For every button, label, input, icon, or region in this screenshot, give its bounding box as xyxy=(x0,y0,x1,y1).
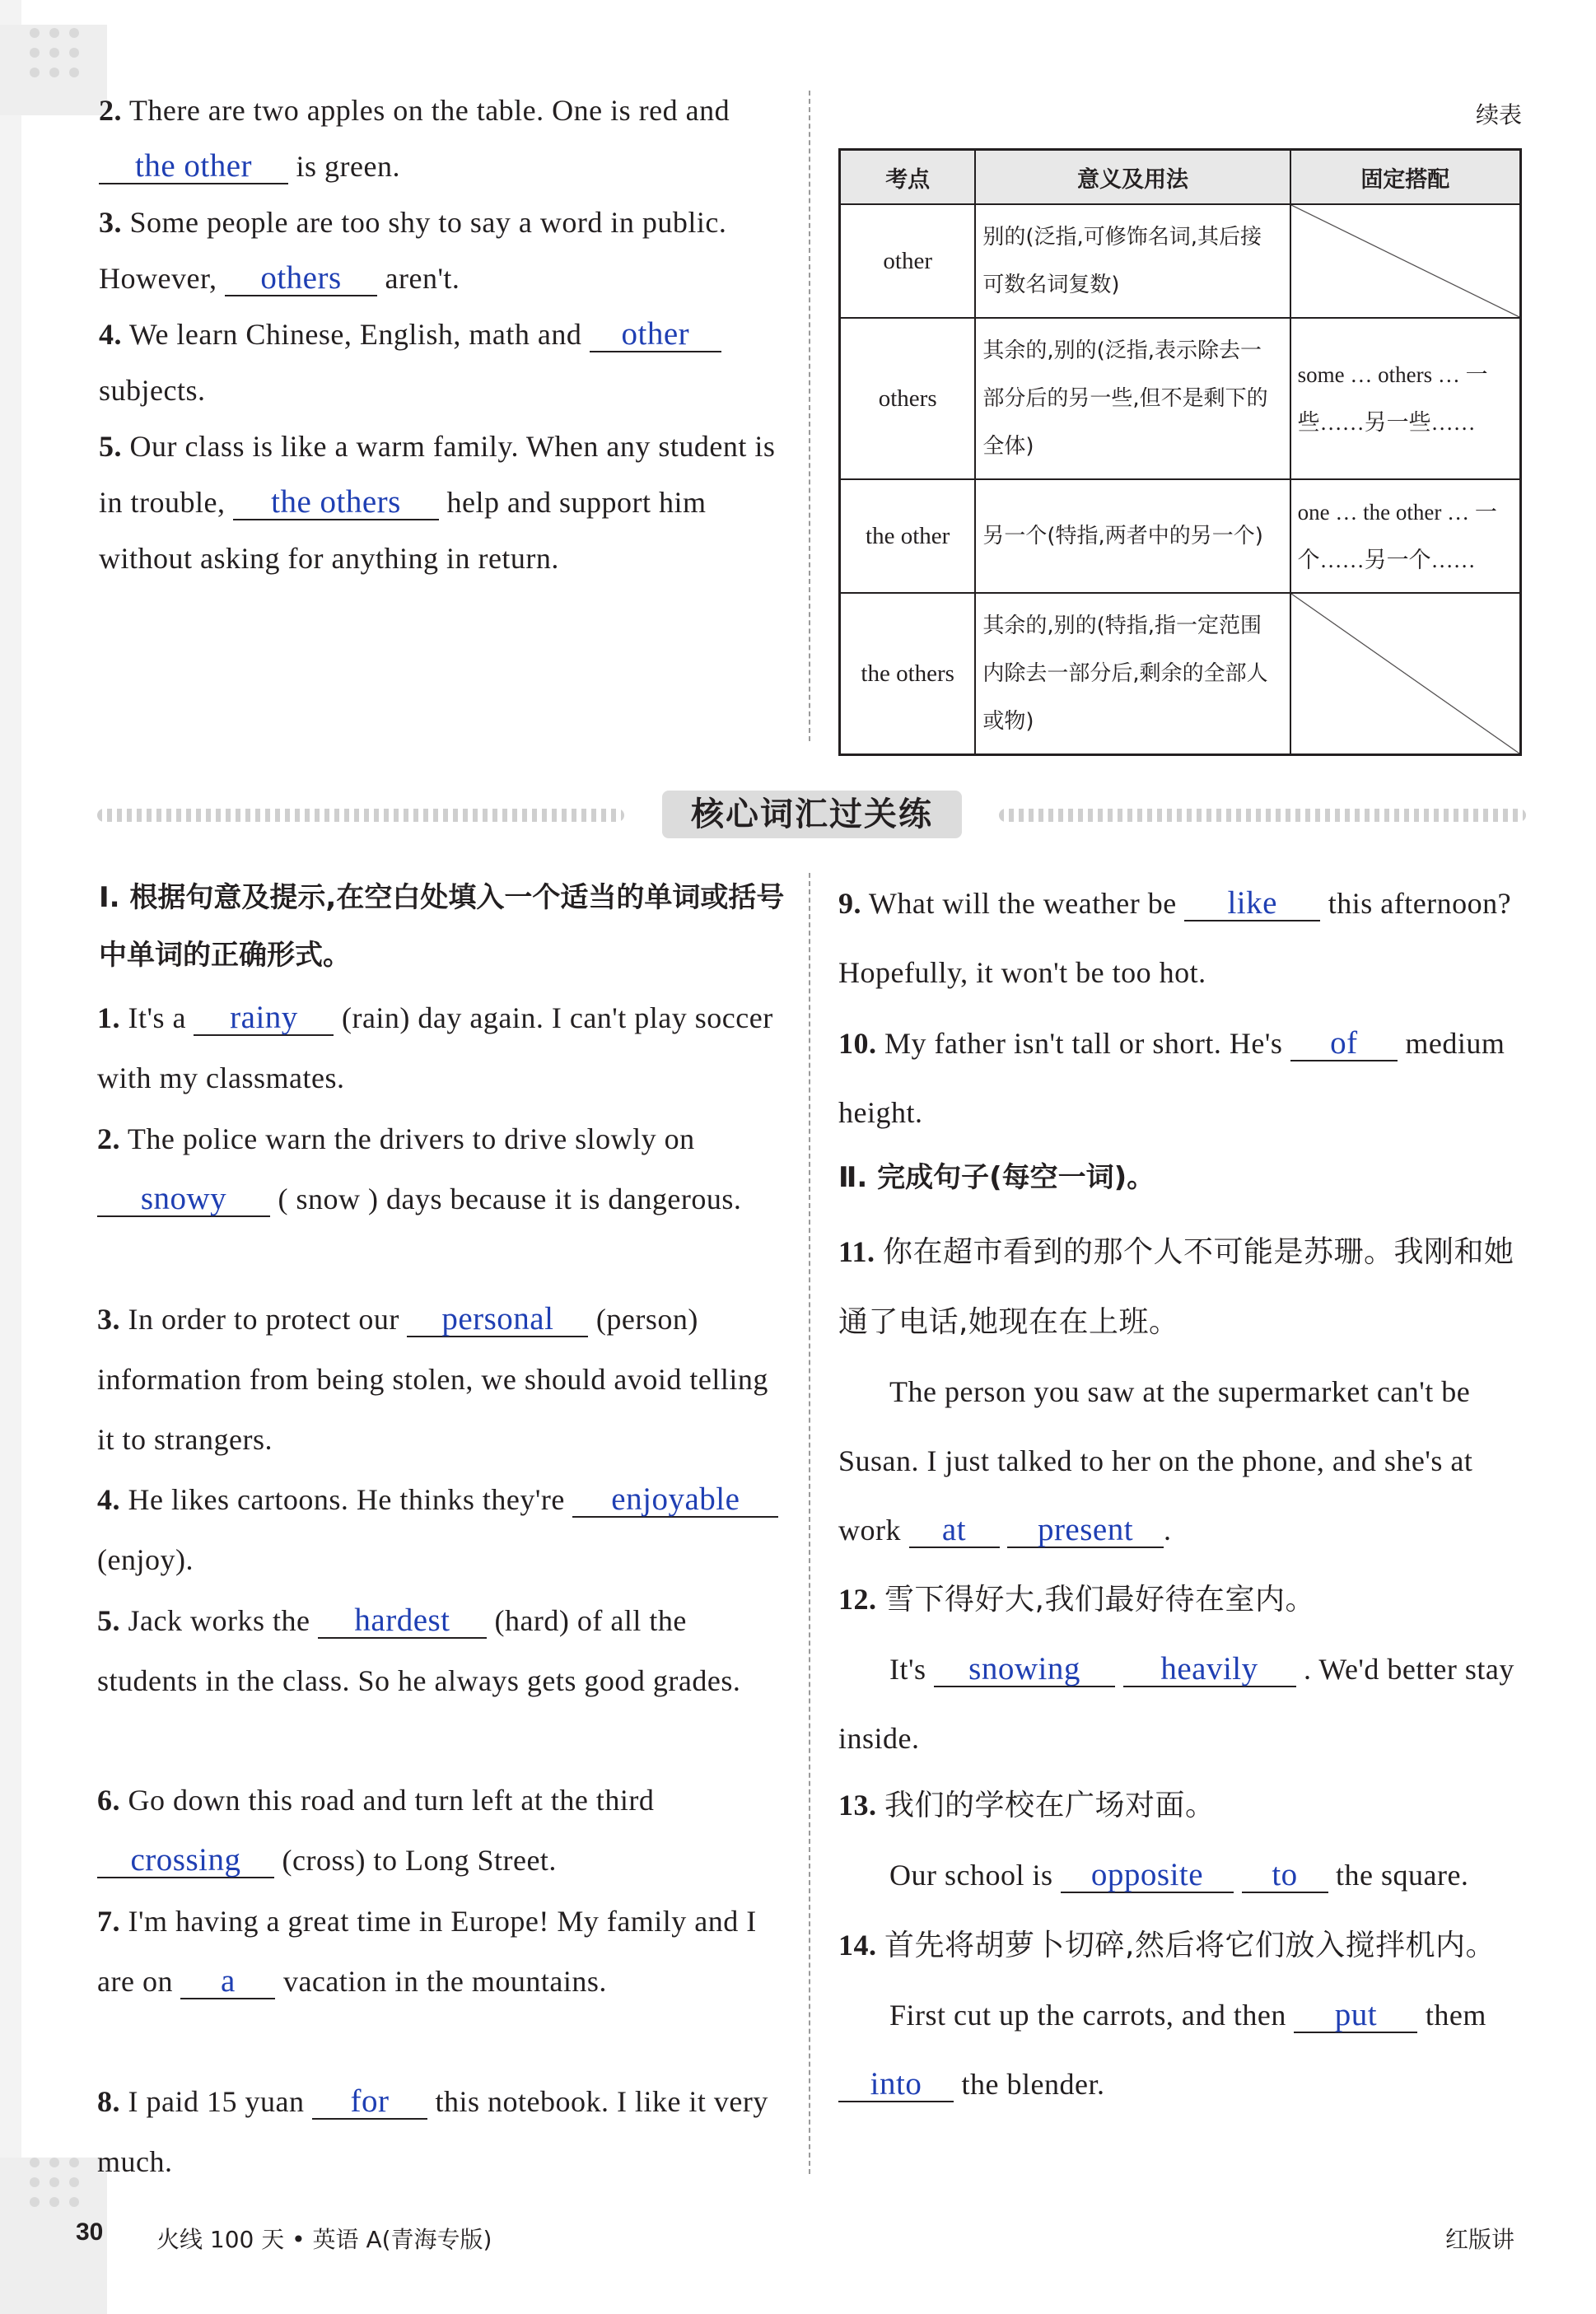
answer-blank[interactable]: a xyxy=(180,1965,275,1999)
answer-blank[interactable]: personal xyxy=(407,1303,588,1337)
header-meaning: 意义及用法 xyxy=(975,150,1290,205)
answer-blank[interactable]: enjoyable xyxy=(572,1483,778,1518)
question-8: 8. I paid 15 yuan for this notebook. I like it very much. xyxy=(97,2083,768,2178)
answer-blank[interactable]: the other xyxy=(99,150,288,184)
answer-blank[interactable]: heavily xyxy=(1123,1653,1296,1687)
question-3: 3. In order to protect our personal (person) information from being stolen, we should avoid telling it to strangers. xyxy=(97,1301,768,1456)
left-margin-strip xyxy=(0,0,21,2314)
question-6: 6. Go down this road and turn left at the third crossing (cross) to Long Street. xyxy=(97,1784,655,1878)
top-question-2: 2. There are two apples on the table. One is red and the other is green. xyxy=(99,94,730,184)
answer-blank[interactable]: of xyxy=(1290,1027,1398,1061)
question-2: 2. The police warn the drivers to drive slowly on snowy ( snow ) days because it is dangerous. xyxy=(97,1122,742,1216)
answer-blank[interactable]: others xyxy=(225,262,377,296)
section-1-title: Ⅰ. 根据句意及提示,在空白处填入一个适当的单词或括号中单词的正确形式。 xyxy=(99,881,785,972)
top-question-4: 4. We learn Chinese, English, math and other subjects. xyxy=(99,306,795,418)
table-row: others 其余的,别的(泛指,表示除去一部分后的另一些,但不是剩下的全体) some … others … 一些……另一些…… xyxy=(840,318,1521,479)
edition-label: 红版讲 xyxy=(1445,2226,1515,2253)
banner-title: 核心词汇过关练 xyxy=(662,791,962,838)
question-11: 11. 你在超市看到的那个人不可能是苏珊。我刚和她通了电话,她现在在上班。 The person you saw at the supermarket can't be Susan. I just talked to her on the phone, and she's at work at present . xyxy=(838,1235,1514,1547)
banner-line-left xyxy=(97,809,624,822)
table-row: the others 其余的,别的(特指,指一定范围内除去一部分后,剩余的全部人或物) xyxy=(840,593,1521,755)
table-header-row xyxy=(840,150,1521,205)
continued-label: 续表 xyxy=(1476,101,1523,128)
answer-blank[interactable]: put xyxy=(1294,1999,1417,2033)
dots-decoration-bottom xyxy=(30,2158,79,2207)
question-13: 13. 我们的学校在广场对面。 Our school is opposite to the square. xyxy=(838,1789,1469,1892)
book-title: 火线 100 天 • 英语 A(青海专版) xyxy=(156,2226,492,2253)
question-5: 5. Jack works the hardest (hard) of all the students in the class. So he always gets good grades. xyxy=(97,1603,741,1697)
question-10: 10. My father isn't tall or short. He's of medium height. xyxy=(838,1025,1505,1129)
answer-blank[interactable]: snowy xyxy=(97,1183,270,1217)
question-14: 14. 首先将胡萝卜切碎,然后将它们放入搅拌机内。 First cut up the carrots, and then put them into the blender. xyxy=(838,1929,1496,2102)
page-number: 30 xyxy=(76,2218,104,2246)
table-row: other 别的(泛指,可修饰名词,其后接可数名词复数) xyxy=(840,204,1521,318)
header-fixed: 固定搭配 xyxy=(1290,150,1521,205)
question-7: 7. I'm having a great time in Europe! My family and I are on a vacation in the mountains. xyxy=(97,1905,757,1999)
column-divider-top xyxy=(809,91,810,741)
answer-blank[interactable]: to xyxy=(1242,1859,1328,1893)
answer-blank[interactable]: into xyxy=(838,2068,954,2102)
question-1: 1. It's a rainy (rain) day again. I can't play soccer with my classmates. xyxy=(97,1000,773,1094)
answer-blank[interactable]: other xyxy=(590,318,721,352)
answer-blank[interactable]: the others xyxy=(233,486,439,520)
column-divider-bottom xyxy=(809,873,810,2174)
usage-table xyxy=(838,148,1522,756)
question-12: 12. 雪下得好大,我们最好待在室内。 It's snowing heavily . We'd better stay inside. xyxy=(838,1583,1514,1755)
answer-blank[interactable]: like xyxy=(1184,887,1320,921)
banner-line-right xyxy=(999,809,1526,822)
header-point: 考点 xyxy=(840,150,976,205)
dots-decoration-top xyxy=(30,28,79,77)
section-2-title: Ⅱ. 完成句子(每空一词)。 xyxy=(838,1161,1155,1194)
answer-blank[interactable]: present xyxy=(1007,1514,1164,1548)
answer-blank[interactable]: at xyxy=(909,1514,1000,1548)
top-question-5: 5. Our class is like a warm family. When any student is in trouble, the others help and support him without asking for anything in return. xyxy=(99,430,776,575)
answer-blank[interactable]: hardest xyxy=(318,1604,487,1639)
answer-blank[interactable]: snowing xyxy=(934,1653,1115,1687)
question-4: 4. He likes cartoons. He thinks they're enjoyable (enjoy). xyxy=(97,1470,781,1590)
table-row: the other 另一个(特指,两者中的另一个) one … the other … 一个……另一个…… xyxy=(840,479,1521,593)
section-banner xyxy=(97,791,1526,840)
answer-blank[interactable]: opposite xyxy=(1061,1859,1234,1893)
empty-diagonal-cell xyxy=(1290,204,1521,318)
answer-blank[interactable]: rainy xyxy=(194,1001,334,1036)
empty-diagonal-cell xyxy=(1290,593,1521,755)
answer-blank[interactable]: for xyxy=(312,2085,427,2120)
answer-blank[interactable]: crossing xyxy=(97,1844,274,1878)
top-question-3: 3. Some people are too shy to say a word in public. However, others aren't. xyxy=(99,206,727,296)
question-9: 9. What will the weather be like this afternoon? Hopefully, it won't be too hot. xyxy=(838,885,1512,989)
